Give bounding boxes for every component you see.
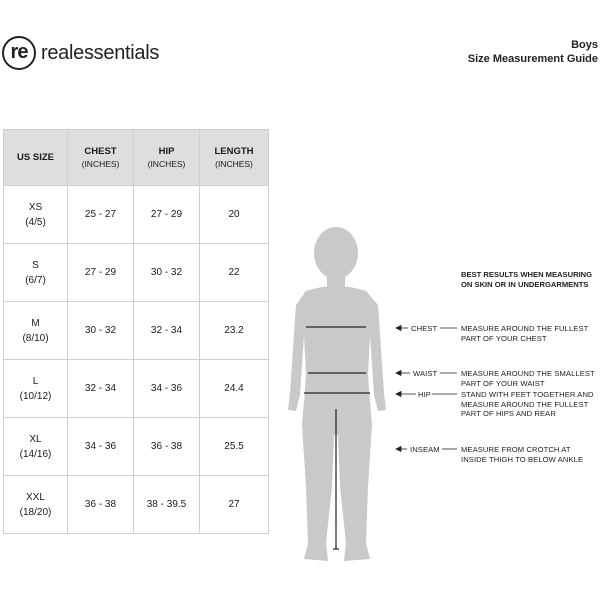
length-cell: 23.2 [200, 302, 269, 360]
chest-description: MEASURE AROUND THE FULLEST PART OF YOUR CHEST [461, 324, 589, 343]
chest-cell: 36 - 38 [68, 476, 134, 534]
size-cell: M (8/10) [4, 302, 68, 360]
waist-arrow-icon [396, 371, 401, 376]
best-results-note: BEST RESULTS WHEN MEASURING ON SKIN OR IN UNDERGARMENTS [461, 270, 593, 289]
hip-cell: 30 - 32 [134, 244, 200, 302]
chest-cell: 27 - 29 [68, 244, 134, 302]
chest-label: CHEST [411, 324, 438, 333]
length-cell: 24.4 [200, 360, 269, 418]
hip-cell: 27 - 29 [134, 186, 200, 244]
length-cell: 27 [200, 476, 269, 534]
length-cell: 20 [200, 186, 269, 244]
brand-name: realessentials [41, 41, 160, 64]
chest-arrow-icon [396, 326, 401, 331]
size-cell: L (10/12) [4, 360, 68, 418]
header-hip: HIP (INCHES) [134, 130, 200, 186]
logo-mark: re [2, 36, 36, 70]
header-us-size: US SIZE [4, 130, 68, 186]
size-cell: XXL (18/20) [4, 476, 68, 534]
hip-label: HIP [418, 390, 431, 399]
hip-cell: 38 - 39.5 [134, 476, 200, 534]
chest-cell: 25 - 27 [68, 186, 134, 244]
chest-cell: 32 - 34 [68, 360, 134, 418]
size-cell: XS (4/5) [4, 186, 68, 244]
length-cell: 25.5 [200, 418, 269, 476]
hip-cell: 32 - 34 [134, 302, 200, 360]
waist-label: WAIST [413, 369, 438, 378]
title-line-2: Size Measurement Guide [467, 53, 598, 65]
hip-cell: 36 - 38 [134, 418, 200, 476]
inseam-label: INSEAM [410, 445, 440, 454]
inseam-arrow-icon [396, 447, 401, 452]
chest-cell: 30 - 32 [68, 302, 134, 360]
hip-cell: 34 - 36 [134, 360, 200, 418]
size-cell: XL (14/16) [4, 418, 68, 476]
title-line-1: Boys [571, 39, 598, 51]
header-chest: CHEST (INCHES) [68, 130, 134, 186]
header-length: LENGTH (INCHES) [200, 130, 269, 186]
hip-arrow-icon [396, 392, 401, 397]
inseam-description: MEASURE FROM CROTCH AT INSIDE THIGH TO BELOW ANKLE [461, 445, 584, 464]
chest-cell: 34 - 36 [68, 418, 134, 476]
length-cell: 22 [200, 244, 269, 302]
waist-description: MEASURE AROUND THE SMALLEST PART OF YOUR WAIST [461, 369, 595, 388]
hip-description: STAND WITH FEET TOGETHER AND MEASURE AROUND THE FULLEST PART OF HIPS AND REAR [461, 390, 594, 418]
size-cell: S (6/7) [4, 244, 68, 302]
